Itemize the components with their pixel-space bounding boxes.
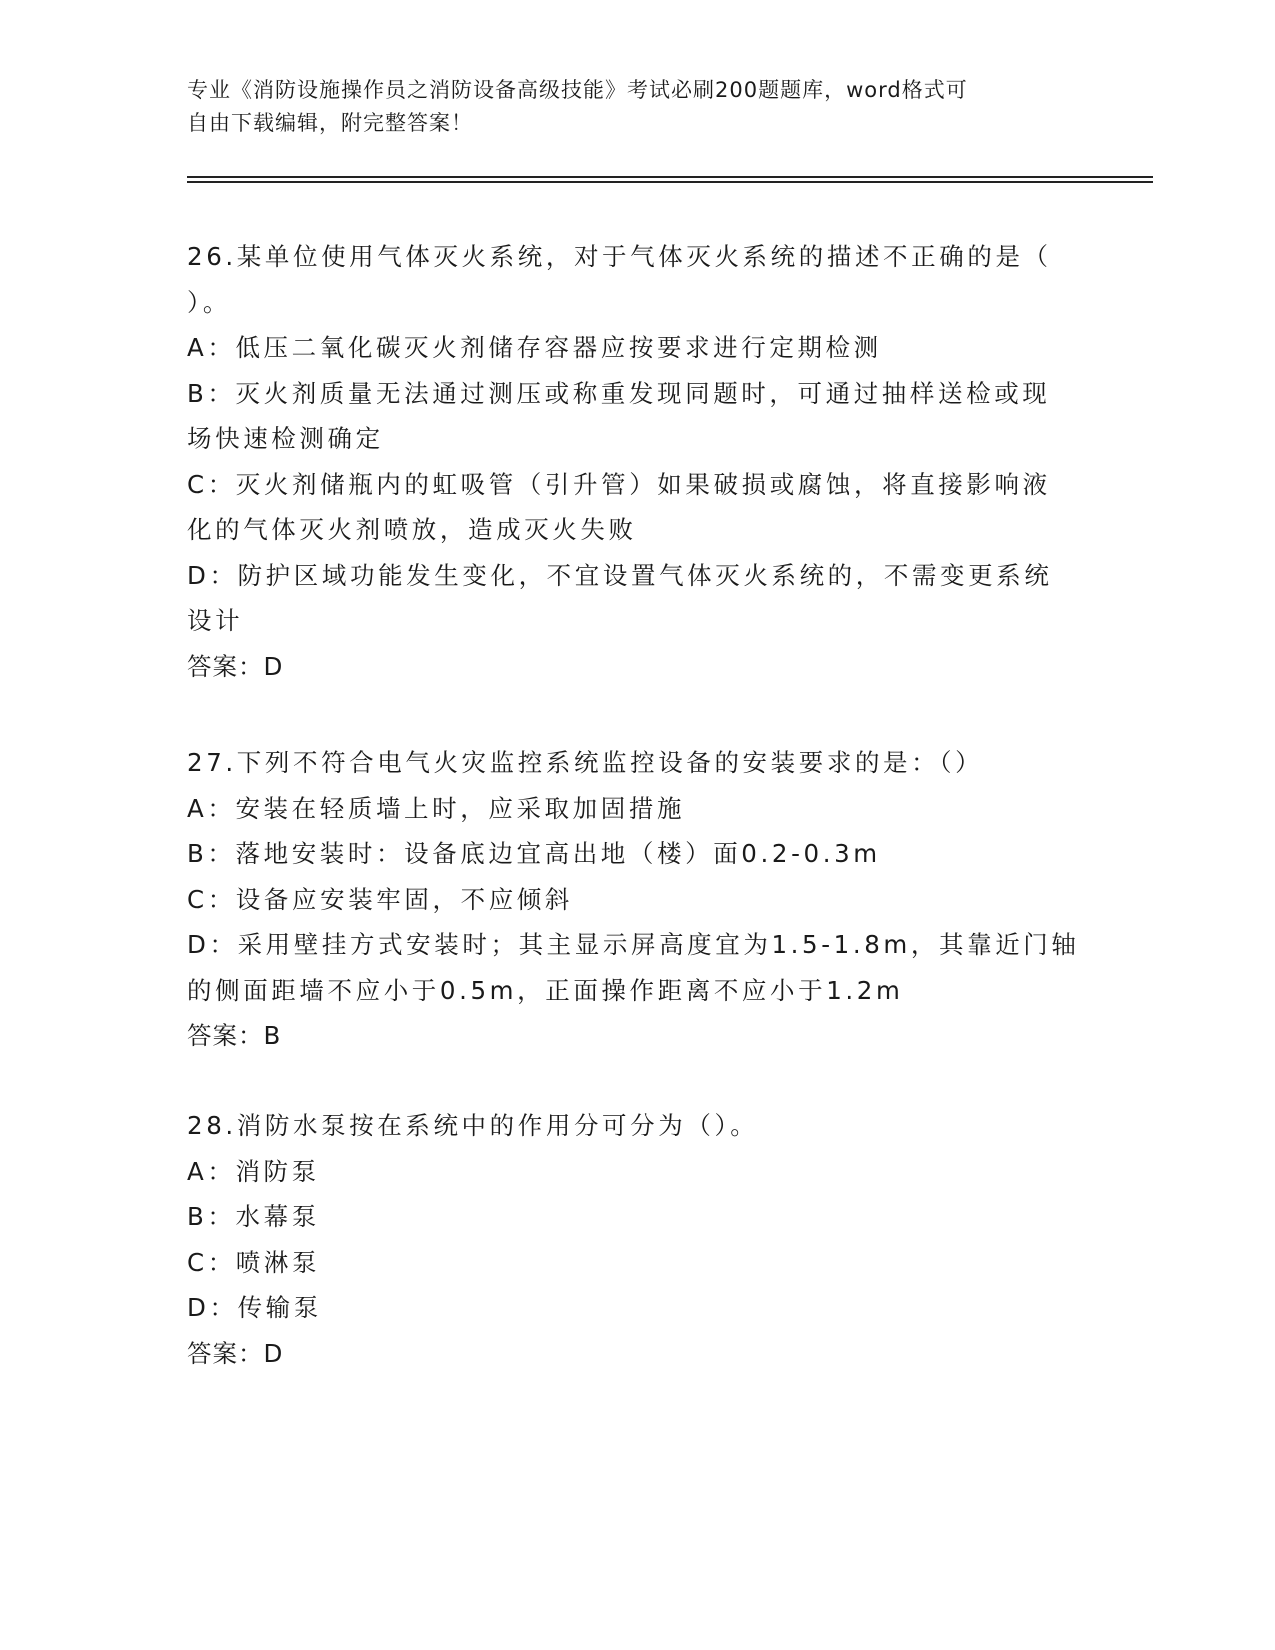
option-c-cont: 化的气体灭火剂喷放，造成灭火失败 (187, 515, 637, 544)
header-divider-top (187, 176, 1153, 178)
question-stem: 26.某单位使用气体灭火系统，对于气体灭火系统的描述不正确的是（ (187, 242, 1052, 271)
answer: 答案：B (187, 1021, 282, 1050)
option-d: D：防护区域功能发生变化，不宜设置气体灭火系统的，不需变更系统 (187, 560, 1053, 590)
option-a: A：消防泵 (187, 1156, 320, 1186)
option-c: C：设备应安装牢固，不应倾斜 (187, 884, 574, 914)
option-d: D：传输泵 (187, 1293, 322, 1322)
option-a: A：安装在轻质墙上时，应采取加固措施 (187, 793, 686, 823)
document-header (187, 74, 1067, 140)
option-c: C：灭火剂储瓶内的虹吸管（引升管）如果破损或腐蚀，将直接影响液 (187, 469, 1051, 499)
option-d: D：采用壁挂方式安装时；其主显示屏高度宜为1.5-1.8m，其靠近门轴 (187, 930, 1080, 959)
answer: 答案：D (187, 1338, 284, 1368)
option-d-cont: 设计 (187, 606, 244, 635)
option-d-cont: 的侧面距墙不应小于0.5m，正面操作距离不应小于1.2m (187, 975, 904, 1005)
question-28 (187, 1103, 1077, 1376)
question-stem: 28.消防水泵按在系统中的作用分可分为（）。 (187, 1111, 759, 1140)
question-26 (187, 234, 1077, 689)
header-line-1: 专业《消防设施操作员之消防设备高级技能》考试必刷200题题库，word格式可 (187, 78, 968, 102)
option-a: A：低压二氧化碳灭火剂储存容器应按要求进行定期检测 (187, 333, 882, 362)
option-b: B：灭火剂质量无法通过测压或称重发现同题时，可通过抽样送检或现 (187, 378, 1051, 408)
option-b-cont: 场快速检测确定 (187, 424, 384, 453)
question-27 (187, 740, 1080, 1059)
question-stem: 27.下列不符合电气火灾监控系统监控设备的安装要求的是：（） (187, 748, 984, 777)
option-b: B：水幕泵 (187, 1202, 320, 1231)
option-c: C：喷淋泵 (187, 1247, 321, 1277)
option-b: B：落地安装时：设备底边宜高出地（楼）面0.2-0.3m (187, 839, 881, 868)
question-stem-cont: ）。 (187, 287, 231, 317)
header-line-2: 自由下载编辑，附完整答案！ (187, 111, 473, 135)
header-divider-bottom (187, 181, 1153, 183)
answer: 答案：D (187, 651, 284, 681)
